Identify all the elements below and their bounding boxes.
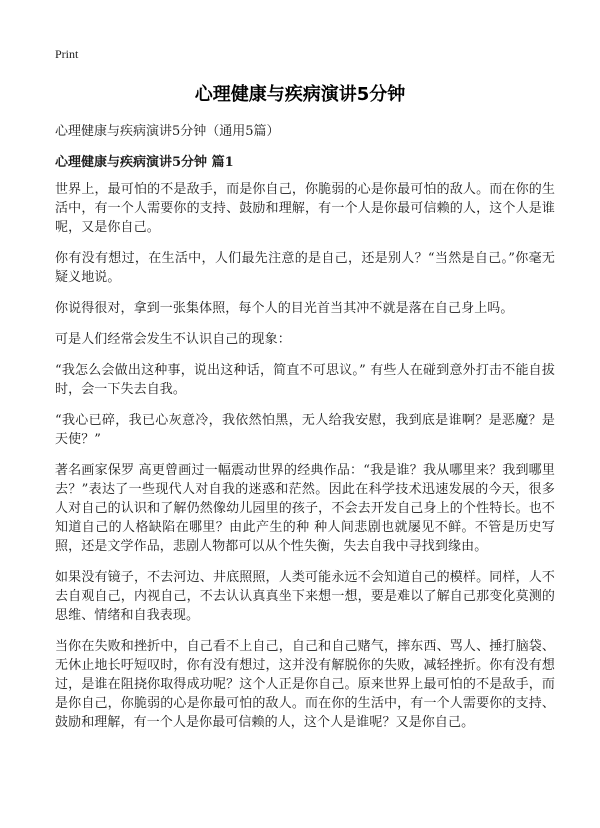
document-subtitle: 心理健康与疾病演讲5分钟（通用5篇） [55,124,280,139]
paragraph: 你说得很对，拿到一张集体照，每个人的目光首当其冲不就是落在自己身上吗。 [55,301,514,316]
print-label: Print [55,47,79,61]
body-text [55,180,555,744]
paragraph: 当你在失败和挫折中，自己看不上自己，自己和自己赌气，摔东西、骂人、捶打脑袋、无休止地长吁短叹时，你有没有想过，这并没有解脱你的失败，减轻挫折。你有没有想过，是谁在阻挠你取得成功呢？这个人正是你自己。原来世界上最可怕的不是敌手，而是你自己，你脆弱的心是你最可怕的敌人。而在你的生活中，有一个人需要你的支持、鼓励和理解，有一个人是你最可信赖的人，这个人是谁呢？又是你自己。 [55,639,555,730]
page-title: 心理健康与疾病演讲5分钟 [194,84,406,105]
section-heading: 心理健康与疾病演讲5分钟 篇1 [55,155,234,170]
paragraph: 可是人们经常会发生不认识自己的现象： [55,332,291,347]
paragraph: “我心已碎，我已心灰意冷，我依然怕黑，无人给我安慰，我到底是谁啊？是恶魔？是天使？” [55,413,555,447]
paragraph: 世界上，最可怕的不是敌手，而是你自己，你脆弱的心是你最可怕的敌人。而在你的生活中，有一个人需要你的支持、鼓励和理解，有一个人是你最可信赖的人，这个人是谁呢，又是你自己。 [55,182,555,235]
paragraph: 如果没有镜子，不去河边、井底照照，人类可能永远不会知道自己的模样。同样，人不去自观自己，内视自己，不去认认真真坐下来想一想，要是难以了解自己那变化莫测的思维、情绪和自我表现。 [55,570,555,623]
paragraph: “我怎么会做出这种事，说出这种话，简直不可思议。” 有些人在碰到意外打击不能自拔时，会一下失去自我。 [55,363,555,397]
paragraph: 著名画家保罗 高更曾画过一幅震动世界的经典作品：“我是谁？我从哪里来？我到哪里去？”表达了一些现代人对自我的迷惑和茫然。因此在科学技术迅速发展的今天，很多人对自己的认识和了解仍然像幼儿园里的孩子，不会去开发自己身上的个性特长。也不知道自己的人格缺陷在哪里？由此产生的种 种人间悲剧也就屡见不鲜。不管是历史写照，还是文学作品，悲剧人物都可以从个性失衡，失去自我中寻找到缘由。 [55,463,555,554]
paragraph: 你有没有想过，在生活中，人们最先注意的是自己，还是别人？“当然是自己。”你毫无疑义地说。 [55,251,555,285]
